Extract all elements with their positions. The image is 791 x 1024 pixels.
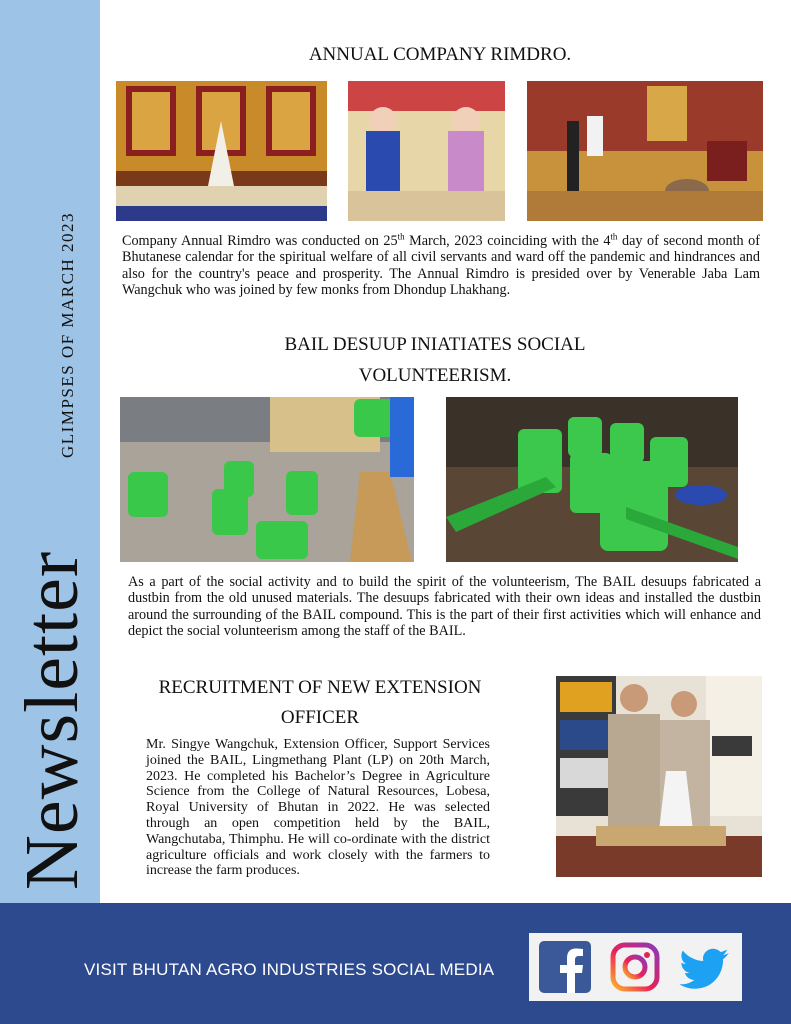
- rimdro-ceremony-photo: [527, 81, 763, 221]
- facebook-icon[interactable]: [539, 941, 591, 993]
- rimdro-altar-photo: [116, 81, 327, 221]
- twitter-icon[interactable]: [679, 941, 731, 993]
- recruitment-paragraph: Mr. Singye Wangchuk, Extension Officer, Support Services joined the BAIL, Lingmethang Plant (LP) on 20th March, 2023. He completed his Bachelor’s Degree in Agriculture Science from the College of Natural Resources, Lobesa, Royal University of Bhutan in 2022. He was selected through an open competition held by the BAIL, Wangchutaba, Thimphu. He will co-ordinate with the district agriculture officials and work closely with the farmers to increase the farm produces.: [146, 737, 490, 879]
- rimdro-paragraph: Company Annual Rimdro was conducted on 25th March, 2023 coinciding with the 4th day of second month of Bhutanese calendar for the spiritual welfare of all civil servants and ward off the pandemic and hindrances and also for the country's peace and prosperity. The Annual Rimdro is presided over by Venerable Jaba Lam Wangchuk who was joined by few monks from Dhondup Lhakhang.: [122, 231, 760, 299]
- footer-social-text: VISIT BHUTAN AGRO INDUSTRIES SOCIAL MEDIA: [84, 960, 495, 979]
- instagram-icon[interactable]: [609, 941, 661, 993]
- desuup-paragraph: As a part of the social activity and to build the spirit of the volunteerism, The BAIL desuups fabricated a dustbin from the old unused materials. The desuups fabricated with their own ideas and installed the dustbin around the surrounding of the BAIL compound. This is the part of their first activities which will enhance and depict the social volunteerism among the staff of the BAIL.: [128, 574, 761, 640]
- desuup-heading-line1: BAIL DESUUP INIATIATES SOCIAL: [284, 334, 586, 355]
- dustbins-yard-photo: [120, 397, 414, 562]
- desuup-heading-line2: VOLUNTEERISM.: [358, 365, 512, 386]
- dustbins-workshop-photo: [446, 397, 738, 562]
- recruitment-heading-line1: RECRUITMENT OF NEW EXTENSION: [158, 677, 482, 698]
- rimdro-figures-photo: [348, 81, 505, 221]
- rimdro-heading: ANNUAL COMPANY RIMDRO.: [308, 44, 572, 65]
- recruitment-heading-line2: OFFICER: [280, 707, 360, 728]
- new-officer-photo: [556, 676, 762, 877]
- issue-subtitle: GLIMPSES OF MARCH 2023: [58, 211, 77, 458]
- newsletter-title: Newsletter: [10, 550, 94, 890]
